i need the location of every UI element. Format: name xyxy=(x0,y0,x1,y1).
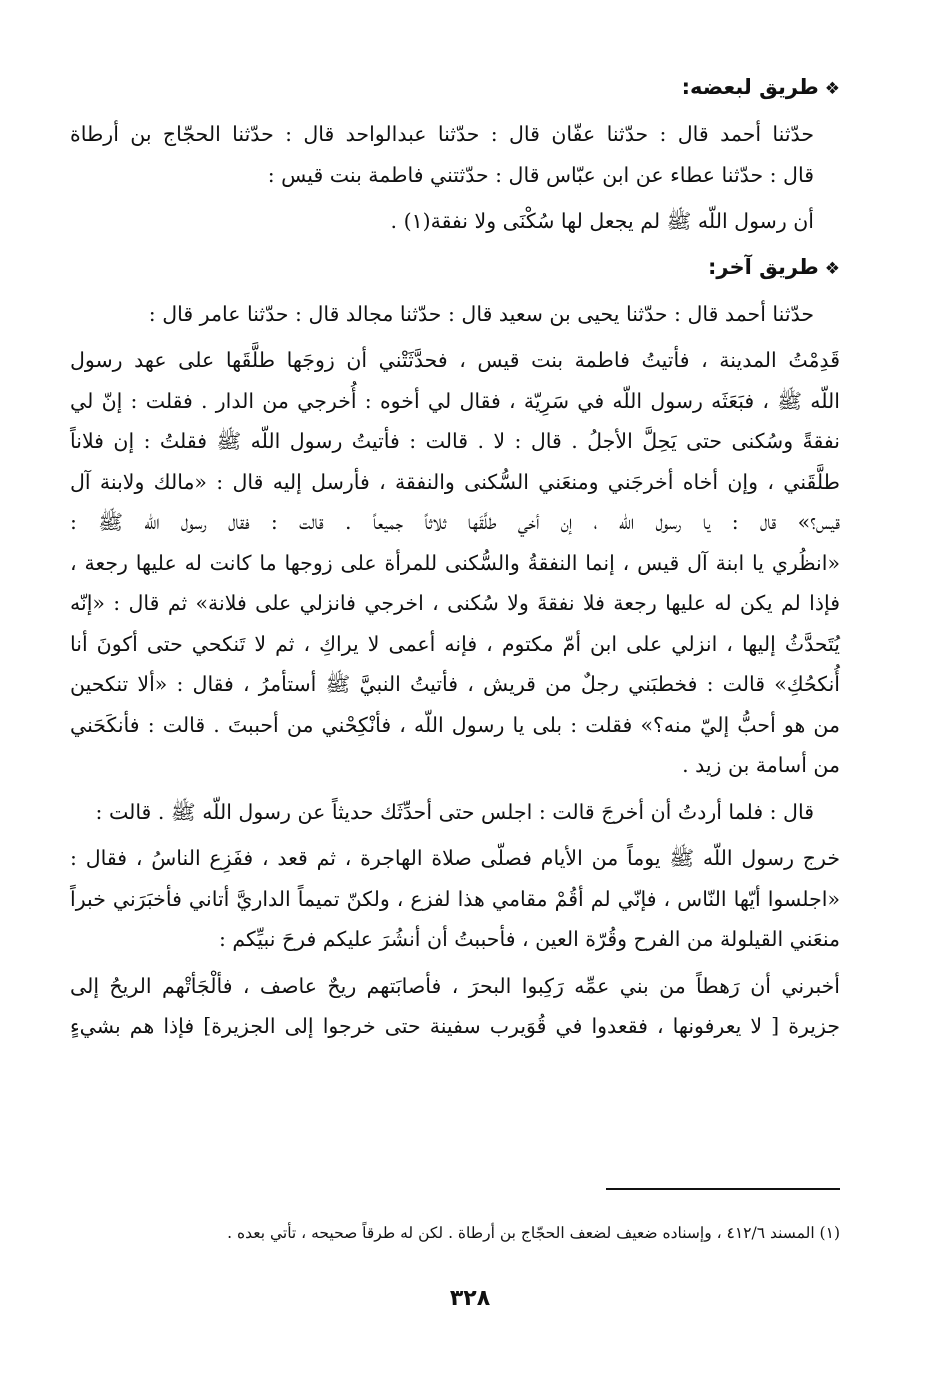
text-line: يُتَحدَّثُ إليها ، انزلي على ابن أمّ مكتوم ، فإنه أعمى لا يراكِ ، ثم لا تَنكحي حتى أكونَ أنا xyxy=(70,631,840,656)
text-line: «اجلسوا أيّها النّاس ، فإنّي لم أقُمْ مقامي هذا لفزع ، ولكنّ تميماً الداريَّ أتاني فأخبَرَني خبراً xyxy=(70,886,840,911)
text-line: قيس؟» قال : يا رسول اللّه ، إن أخي طلَّقَها ثلاثاً جميعاً . قالت : فقال رسول اللّه ﷺ : xyxy=(70,510,840,534)
text-line: أخبرني أن رَهطاً من بني عمِّه رَكِبوا البحرَ ، فأصابَتهم ريحٌ عاصف ، فألْجَأتْهم الريحُ إلى xyxy=(70,973,840,998)
text-line: قَدِمْتُ المدينة ، فأتيتُ فاطمة بنت قيس ، فحدَّثَتْني أن زوجَها طلَّقَها على عهد رسول xyxy=(70,348,840,372)
page-number: ٣٢٨ xyxy=(449,1286,491,1311)
text-line: حدّثنا أحمد قال : حدّثنا عفّان قال : حدّثنا عبدالواحد قال : حدّثنا الحجّاج بن أرطاة xyxy=(70,122,814,146)
hadith-paragraph-1 xyxy=(70,201,840,242)
diamond-bullet-icon: ❖ xyxy=(824,258,840,279)
text-line: «انظُري يا ابنة آل قيس ، إنما النفقةُ والسُّكنى للمرأة على زوجها ما كانت له عليها رجعة ، xyxy=(70,550,840,575)
text-line: من هو أحبُّ إليّ منه؟» فقلت : بلى يا رسول اللّه ، فأنْكِحْني من أحببتَ . قالت : فأنكَحَني xyxy=(70,712,840,737)
text-line: أن رسول اللّه ﷺ لم يجعل لها سُكْنَى ولا نفقة(١) . xyxy=(390,209,814,233)
footnote-divider xyxy=(606,1188,840,1190)
text-line: حدّثنا أحمد قال : حدّثنا يحيى بن سعيد قال : حدّثنا مجالد قال : حدّثنا عامر قال : xyxy=(148,301,814,326)
text-line: نفقةً وسُكنى حتى يَحِلَّ الأجلُ . قال : لا . قالت : فأتيتُ رسول اللّه ﷺ فقلتُ : إن فلاناً xyxy=(70,429,840,453)
hadith-paragraph-5 xyxy=(70,966,840,1047)
text-line: من أسامة بن زيد . xyxy=(682,753,840,777)
page-body xyxy=(70,68,840,1053)
hadith-paragraph-2 xyxy=(70,340,840,786)
text-line: طلَّقَني ، وإن أخاه أخرجَني ومنعَني السُّكنى والنفقة ، فأرسل إليه قال : «مالك ولابنة آل xyxy=(70,469,840,494)
text-line: أُنكحُكِ» قالت : فخطبَني رجلٌ من قريش ، فأتيتُ النبيَّ ﷺ أستأمرُ ، فقال : «ألا تنكحين xyxy=(70,672,840,696)
chain-paragraph-1 xyxy=(70,114,840,195)
text-line: جزيرة [ لا يعرفونها ، فقعدوا في قُوَيرب سفينة حتى خرجوا إلى الجزيرة] فإذا هم بشيءٍ xyxy=(70,1014,840,1038)
text-line: اللّه ﷺ ، فبَعَثَه رسول اللّه في سَرِيّة ، فقال لي أخوه : أُخرجي من الدار . فقلت : إنّ لي xyxy=(70,388,840,413)
text-line: قال : فلما أردتُ أن أخرجَ قالت : اجلس حتى أحدِّثَك حديثاً عن رسول اللّه ﷺ . قالت : xyxy=(95,799,814,824)
section-heading-2: ❖طريق آخر: xyxy=(707,254,840,279)
text-line: فإذا لم يكن له عليها رجعة فلا نفقةَ ولا سُكنى ، اخرجي فانزلي على فلانة» ثم قال : «إنّه xyxy=(70,591,840,615)
diamond-bullet-icon: ❖ xyxy=(824,79,840,99)
text-line: منعَني القيلولة من الفرح وقُرّة العين ، فأحببتُ أن أنشُرَ عليكم فرحَ نبيِّكم : xyxy=(218,927,840,951)
text-line: خرج رسول اللّه ﷺ يوماً من الأيام فصلّى صلاة الهاجرة ، ثم قعد ، ففَزِع الناسُ ، فقال : xyxy=(70,846,840,870)
hadith-paragraph-3 xyxy=(70,792,840,833)
section-heading-1: ❖طريق لبعضه: xyxy=(681,75,840,99)
hadith-paragraph-4 xyxy=(70,838,840,960)
footnote: (١) المسند ٤١٢/٦ ، وإسناده ضعيف لضعف الحجّاج بن أرطاة . لكن له طرقاً صحيحه ، تأتي بعده . xyxy=(227,1224,840,1242)
text-line: قال : حدّثنا عطاء عن ابن عبّاس قال : حدّثتني فاطمة بنت قيس : xyxy=(267,162,814,187)
chain-paragraph-2 xyxy=(70,294,840,335)
